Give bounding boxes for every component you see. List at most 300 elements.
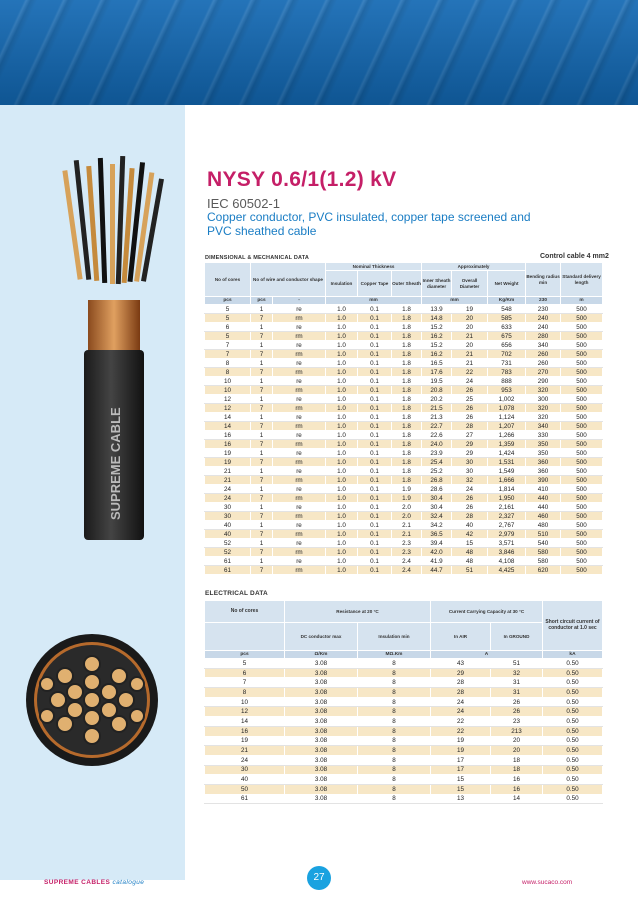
table-row (205, 755, 603, 765)
table-cell: 1.0 (326, 548, 358, 557)
table-cell: 702 (488, 350, 526, 359)
header-no-of-cores: No of cores (205, 263, 251, 297)
table-cell: 500 (561, 440, 603, 449)
table-cell: 320 (526, 413, 561, 422)
table-cell: 500 (561, 458, 603, 467)
table-cell: re (273, 377, 326, 386)
table-cell: 340 (526, 341, 561, 350)
table-cell: 14 (491, 794, 543, 804)
header-resistance: Resistance at 20 °C (285, 601, 431, 623)
table-row (205, 548, 603, 557)
table-cell: 1.0 (326, 359, 358, 368)
table-cell: 340 (526, 422, 561, 431)
table-cell: 7 (251, 440, 273, 449)
table-cell: 1 (251, 323, 273, 332)
table-cell: 30 (452, 467, 488, 476)
table-cell: rm (273, 404, 326, 413)
table-row (205, 503, 603, 512)
table-cell: 0.1 (358, 485, 392, 494)
table-row (205, 512, 603, 521)
table-cell: 30 (205, 765, 285, 775)
header-outer-sheath: Outer Sheath (392, 271, 422, 297)
table-cell: 3.08 (285, 707, 358, 717)
header-copper-tape: Copper Tape (358, 271, 392, 297)
table-cell: 1.8 (392, 449, 422, 458)
table-cell: 19 (205, 736, 285, 746)
table-cell: 0.1 (358, 395, 392, 404)
banner-shade (0, 0, 638, 105)
table-cell: 1,266 (488, 431, 526, 440)
table-cell: 500 (561, 431, 603, 440)
table-cell: 500 (561, 395, 603, 404)
table-cell: 440 (526, 494, 561, 503)
table-cell: 500 (561, 386, 603, 395)
table-cell: re (273, 395, 326, 404)
table-cell: rm (273, 476, 326, 485)
table-row (205, 323, 603, 332)
table-cell: 24 (205, 755, 285, 765)
table-cell: 510 (526, 530, 561, 539)
table-cell: 1.0 (326, 449, 358, 458)
table-cell: 1.0 (326, 431, 358, 440)
table-cell: 0.1 (358, 476, 392, 485)
table-row (205, 775, 603, 785)
table-cell: 21 (452, 332, 488, 341)
table-cell: re (273, 341, 326, 350)
table-cell: 2.0 (392, 503, 422, 512)
table-cell: 500 (561, 404, 603, 413)
table-cell: 22.6 (422, 431, 452, 440)
table-cell: 1 (251, 413, 273, 422)
product-standard: IEC 60502-1 (207, 196, 280, 211)
table-cell: 1.0 (326, 458, 358, 467)
table-cell: 1 (251, 359, 273, 368)
table-row (205, 404, 603, 413)
table-cell: 1.8 (392, 323, 422, 332)
table-cell: 25 (452, 395, 488, 404)
table-cell: 26 (491, 707, 543, 717)
table-cell: 1.9 (392, 485, 422, 494)
table-cell: 1 (251, 485, 273, 494)
table-cell: 0.50 (543, 765, 603, 775)
table-cell: 28 (452, 422, 488, 431)
table-cell: 1.8 (392, 467, 422, 476)
table-cell: 7 (251, 368, 273, 377)
table-cell: 32 (452, 476, 488, 485)
table-cell: 0.50 (543, 707, 603, 717)
table-cell: 7 (251, 458, 273, 467)
table-cell: 8 (358, 707, 431, 717)
table-cell: re (273, 467, 326, 476)
table-cell: 260 (526, 359, 561, 368)
table-cell: 0.1 (358, 386, 392, 395)
header-approximately: Approximately (422, 263, 526, 271)
table-cell: 8 (358, 765, 431, 775)
table-cell: 1.8 (392, 458, 422, 467)
table-cell: 15 (431, 775, 491, 785)
unit-cell: mm (422, 297, 488, 305)
header-dc-conductor: DC conductor max (285, 623, 358, 651)
unit-cell: Ω/Km (285, 651, 358, 659)
table-row (205, 449, 603, 458)
table-cell: 7 (251, 512, 273, 521)
table-cell: 27 (452, 431, 488, 440)
table-row (205, 485, 603, 494)
table-cell: 1.0 (326, 512, 358, 521)
table-cell: rm (273, 548, 326, 557)
dimensional-rows (205, 305, 603, 575)
table-cell: 24 (431, 707, 491, 717)
table-row (205, 413, 603, 422)
table-cell: 26 (452, 404, 488, 413)
table-cell: 1.0 (326, 404, 358, 413)
table-cell: 270 (526, 368, 561, 377)
table-cell: 350 (526, 449, 561, 458)
table-cell: 7 (251, 404, 273, 413)
table-cell: 1 (251, 449, 273, 458)
table-cell: 1,124 (488, 413, 526, 422)
table-cell: 0.1 (358, 323, 392, 332)
table-cell: rm (273, 566, 326, 575)
table-row (205, 305, 603, 314)
table-cell: rm (273, 314, 326, 323)
table-cell: 1.8 (392, 413, 422, 422)
table-row (205, 726, 603, 736)
table-cell: 1.0 (326, 341, 358, 350)
table-cell: 500 (561, 350, 603, 359)
table-cell: 1 (251, 503, 273, 512)
table-cell: 24 (452, 377, 488, 386)
table-cell: 14 (205, 717, 285, 727)
table-cell: 26 (452, 413, 488, 422)
table-cell: re (273, 413, 326, 422)
table-cell: 500 (561, 323, 603, 332)
table-cell: 1,002 (488, 395, 526, 404)
header-spacer (205, 623, 285, 651)
table-cell: 26 (491, 697, 543, 707)
table-cell: 30 (452, 458, 488, 467)
table-cell: 7 (205, 341, 251, 350)
table-cell: rm (273, 332, 326, 341)
table-cell: 0.1 (358, 449, 392, 458)
table-cell: 0.1 (358, 503, 392, 512)
table-cell: 30 (205, 503, 251, 512)
table-cell: 888 (488, 377, 526, 386)
table-cell: 8 (358, 678, 431, 688)
table-cell: 1.8 (392, 305, 422, 314)
table-cell: 1.8 (392, 341, 422, 350)
table-cell: 24 (431, 697, 491, 707)
table-cell: 17 (431, 755, 491, 765)
header-banner (0, 0, 638, 105)
table-row (205, 359, 603, 368)
table-cell: 8 (358, 726, 431, 736)
table-cell: re (273, 503, 326, 512)
table-cell: 3.08 (285, 775, 358, 785)
table-cell: 1.8 (392, 422, 422, 431)
table-cell: 39.4 (422, 539, 452, 548)
table-cell: 656 (488, 341, 526, 350)
table-cell: 230 (526, 305, 561, 314)
table-cell: 500 (561, 377, 603, 386)
table-cell: 8 (205, 359, 251, 368)
table-cell: 548 (488, 305, 526, 314)
table-cell: 8 (358, 794, 431, 804)
table-cell: 21 (205, 746, 285, 756)
table-cell: 1.0 (326, 368, 358, 377)
table-cell: 0.1 (358, 530, 392, 539)
table-cell: 6 (205, 668, 285, 678)
table-row (205, 467, 603, 476)
table-cell: 580 (526, 557, 561, 566)
table-cell: 500 (561, 413, 603, 422)
table-cell: 3,846 (488, 548, 526, 557)
table-cell: 1.0 (326, 422, 358, 431)
table-cell: 16 (491, 775, 543, 785)
table-cell: 7 (251, 422, 273, 431)
table-cell: 13.9 (422, 305, 452, 314)
table-cell: 48 (452, 548, 488, 557)
table-cell: 12 (205, 404, 251, 413)
table-cell: 34.2 (422, 521, 452, 530)
table-cell: 22 (431, 726, 491, 736)
table-cell: 7 (251, 386, 273, 395)
table-cell: 675 (488, 332, 526, 341)
dimensional-table (204, 262, 603, 575)
table-cell: re (273, 359, 326, 368)
table-cell: 410 (526, 485, 561, 494)
table-cell: 1.8 (392, 395, 422, 404)
table-cell: 2,767 (488, 521, 526, 530)
table-row (205, 697, 603, 707)
table-cell: 40 (205, 775, 285, 785)
table-cell: 12 (205, 707, 285, 717)
table-cell: 20.8 (422, 386, 452, 395)
header-in-air: In AIR (431, 623, 491, 651)
table-cell: 1.0 (326, 314, 358, 323)
table-cell: 260 (526, 350, 561, 359)
table-cell: 2.1 (392, 530, 422, 539)
table-cell: 500 (561, 512, 603, 521)
table-cell: 16 (205, 726, 285, 736)
table-cell: 500 (561, 566, 603, 575)
table-cell: 1.0 (326, 413, 358, 422)
table-cell: 20 (452, 323, 488, 332)
table-cell: 500 (561, 530, 603, 539)
table-cell: 12 (205, 395, 251, 404)
table-cell: 8 (358, 717, 431, 727)
table-cell: 1.0 (326, 539, 358, 548)
table-cell: 8 (358, 755, 431, 765)
table-cell: rm (273, 422, 326, 431)
table-cell: 7 (251, 566, 273, 575)
table-cell: 3.08 (285, 784, 358, 794)
header-insulation-min: Insulation min (358, 623, 431, 651)
table-cell: 8 (358, 659, 431, 669)
table-cell: 50 (205, 784, 285, 794)
table-cell: 0.50 (543, 736, 603, 746)
table-cell: 19.5 (422, 377, 452, 386)
table-cell: 51 (491, 659, 543, 669)
table-cell: 585 (488, 314, 526, 323)
table-cell: 2.4 (392, 557, 422, 566)
table-cell: 1,078 (488, 404, 526, 413)
product-title: NYSY 0.6/1(1.2) kV (207, 168, 397, 191)
table-cell: 42.0 (422, 548, 452, 557)
table-row (205, 668, 603, 678)
table-cell: 1.8 (392, 404, 422, 413)
table-cell: 23 (491, 717, 543, 727)
table-cell: 500 (561, 503, 603, 512)
table-cell: 0.1 (358, 314, 392, 323)
table-cell: 28 (431, 688, 491, 698)
table-cell: 731 (488, 359, 526, 368)
table-cell: 41.9 (422, 557, 452, 566)
footer-url[interactable]: www.sucaco.com (522, 879, 573, 886)
unit-cell: MΩ.Km (358, 651, 431, 659)
unit-cell: kA (543, 651, 603, 659)
table-cell: 350 (526, 440, 561, 449)
table-cell: 23.9 (422, 449, 452, 458)
table-cell: 1.8 (392, 386, 422, 395)
table-cell: 3,571 (488, 539, 526, 548)
table-cell: 30 (205, 512, 251, 521)
table-cell: 21 (205, 476, 251, 485)
table-cell: 1.0 (326, 503, 358, 512)
table-cell: rm (273, 386, 326, 395)
table-cell: 2.1 (392, 521, 422, 530)
table-cell: 1.0 (326, 476, 358, 485)
table-cell: 500 (561, 332, 603, 341)
table-cell: 240 (526, 323, 561, 332)
table-cell: 61 (205, 794, 285, 804)
table-cell: 7 (205, 350, 251, 359)
table-cell: 0.1 (358, 305, 392, 314)
table-cell: 1.0 (326, 377, 358, 386)
table-row (205, 746, 603, 756)
table-cell: 0.1 (358, 404, 392, 413)
table-cell: 0.50 (543, 688, 603, 698)
table-cell: 5 (205, 659, 285, 669)
table-cell: 1.8 (392, 431, 422, 440)
table-row (205, 386, 603, 395)
electrical-rows (205, 659, 603, 804)
table-cell: 0.50 (543, 794, 603, 804)
table-cell: 25.4 (422, 458, 452, 467)
header-wire-shape: No of wire and conductor shape (251, 263, 326, 297)
table-cell: 7 (251, 314, 273, 323)
table-cell: 24.0 (422, 440, 452, 449)
table-cell: 3.08 (285, 688, 358, 698)
table-cell: 1.0 (326, 557, 358, 566)
table-cell: 2,161 (488, 503, 526, 512)
table-cell: 16 (205, 440, 251, 449)
table-cell: 240 (526, 314, 561, 323)
page-number: 27 (307, 866, 331, 890)
unit-cell: pcs (251, 297, 273, 305)
table-cell: 1.0 (326, 467, 358, 476)
table-cell: 8 (205, 688, 285, 698)
electrical-table (204, 600, 603, 804)
table-cell: re (273, 449, 326, 458)
table-cell: re (273, 521, 326, 530)
table-cell: rm (273, 458, 326, 467)
table-cell: 500 (561, 476, 603, 485)
table-row (205, 566, 603, 575)
table-cell: 0.1 (358, 431, 392, 440)
table-cell: 783 (488, 368, 526, 377)
table-row (205, 431, 603, 440)
table-cell: 300 (526, 395, 561, 404)
table-cell: 500 (561, 539, 603, 548)
table-cell: 8 (358, 668, 431, 678)
table-cell: 21.5 (422, 404, 452, 413)
table-cell: 21 (205, 467, 251, 476)
table-cell: 10 (205, 386, 251, 395)
table-cell: 29 (452, 440, 488, 449)
table-cell: 540 (526, 539, 561, 548)
table-cell: 500 (561, 314, 603, 323)
table-cell: 10 (205, 377, 251, 386)
table-cell: 440 (526, 503, 561, 512)
table-cell: 15 (431, 784, 491, 794)
table-cell: 24 (452, 485, 488, 494)
table-cell: 280 (526, 332, 561, 341)
table-cell: 21 (452, 359, 488, 368)
table-cell: 580 (526, 548, 561, 557)
table-cell: 3.08 (285, 736, 358, 746)
table-cell: 1.8 (392, 314, 422, 323)
table-cell: 3.08 (285, 697, 358, 707)
table-cell: re (273, 305, 326, 314)
table-cell: 500 (561, 485, 603, 494)
header-elec-no-of-cores: No of cores (205, 601, 285, 623)
table-row (205, 736, 603, 746)
table-cell: 2.4 (392, 566, 422, 575)
table-cell: 0.1 (358, 539, 392, 548)
table-cell: 7 (251, 350, 273, 359)
table-cell: re (273, 431, 326, 440)
unit-cell: Kg/Km (488, 297, 526, 305)
table-cell: 32.4 (422, 512, 452, 521)
table-cell: 14 (205, 413, 251, 422)
table-cell: 14.8 (422, 314, 452, 323)
table-row (205, 458, 603, 467)
table-cell: 1.0 (326, 440, 358, 449)
table-cell: 3.08 (285, 755, 358, 765)
table-cell: 480 (526, 521, 561, 530)
table-cell: 3.08 (285, 765, 358, 775)
header-delivery: Standard delivery length (561, 263, 603, 297)
table-cell: 24 (205, 485, 251, 494)
table-cell: 26 (452, 386, 488, 395)
table-cell: 7 (251, 476, 273, 485)
table-cell: 8 (205, 368, 251, 377)
table-row (205, 717, 603, 727)
unit-cell: pcs (205, 651, 285, 659)
table-cell: 0.50 (543, 659, 603, 669)
table-cell: 15 (452, 539, 488, 548)
electrical-section-label: ELECTRICAL DATA (205, 590, 268, 597)
table-cell: 0.1 (358, 521, 392, 530)
table-cell: 3.08 (285, 659, 358, 669)
table-cell: 500 (561, 557, 603, 566)
table-cell: 3.08 (285, 726, 358, 736)
table-cell: 0.1 (358, 494, 392, 503)
table-row (205, 521, 603, 530)
table-cell: 26 (452, 503, 488, 512)
table-cell: 0.50 (543, 717, 603, 727)
